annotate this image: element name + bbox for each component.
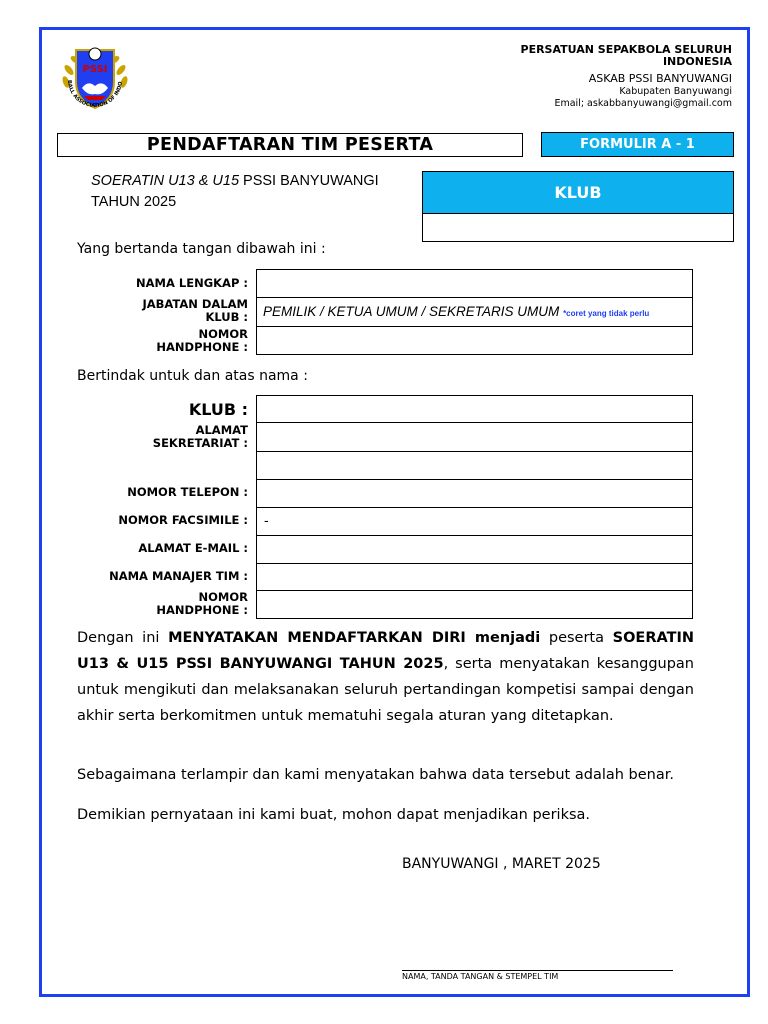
name-field[interactable] xyxy=(256,269,693,298)
form-code-badge: FORMULIR A - 1 xyxy=(541,132,734,157)
svg-text:PSSI: PSSI xyxy=(82,64,108,75)
address-field-line2[interactable] xyxy=(256,451,693,480)
intro-text: Yang bertanda tangan dibawah ini : xyxy=(77,241,326,257)
telephone-label: NOMOR TELEPON : xyxy=(127,485,248,499)
statement-text-1: Dengan ini xyxy=(77,630,169,646)
klub-name-field[interactable] xyxy=(422,212,734,242)
event-title-part1: SOERATIN U13 & U15 xyxy=(91,173,240,189)
signature-label: NAMA, TANDA TANGAN & STEMPEL TIM xyxy=(402,972,559,981)
signature-line xyxy=(402,970,673,971)
club-field[interactable] xyxy=(256,395,693,423)
pssi-logo-icon xyxy=(56,40,134,120)
fax-label: NOMOR FACSIMILE : xyxy=(118,513,248,527)
attached-paragraph: Sebagaimana terlampir dan kami menyatakan bahwa data tersebut adalah benar. xyxy=(77,767,674,783)
manager-phone-field[interactable] xyxy=(256,590,693,619)
address-field-line1[interactable] xyxy=(256,422,693,452)
place-date: BANYUWANGI , MARET 2025 xyxy=(402,856,601,872)
org-region: Kabupaten Banyuwangi xyxy=(619,86,732,97)
manager-label: NAMA MANAJER TIM : xyxy=(109,569,248,583)
email-label: ALAMAT E-MAIL : xyxy=(138,541,248,555)
event-title xyxy=(91,171,411,213)
position-label: JABATAN DALAM KLUB : xyxy=(142,297,248,324)
phone-label: NOMOR HANDPHONE : xyxy=(156,327,248,354)
fax-field[interactable] xyxy=(256,507,693,536)
statement-text-2: peserta xyxy=(540,630,613,646)
statement-emphasis-2: SOERATIN U13 & U15 PSSI BANYUWANGI TAHUN 2025 xyxy=(77,630,694,672)
fax-value: - xyxy=(264,514,269,529)
address-label: ALAMAT SEKRETARIAT : xyxy=(152,423,248,450)
phone-field[interactable] xyxy=(256,326,693,355)
svg-text:FOOTBALL ASSOCIATION OF INDONE: BALL ASSOCIATION OF INDO xyxy=(65,79,125,110)
event-title-part3: TAHUN 2025 xyxy=(91,194,177,210)
position-options: PEMILIK / KETUA UMUM / SEKRETARIS UMUM xyxy=(263,304,560,319)
closing-paragraph: Demikian pernyataan ini kami buat, mohon dapat menjadikan periksa. xyxy=(77,807,591,823)
club-label: KLUB : xyxy=(188,400,248,419)
email-field[interactable] xyxy=(256,535,693,564)
on-behalf-text: Bertindak untuk dan atas nama : xyxy=(77,368,308,384)
name-label: NAMA LENGKAP : xyxy=(136,276,248,290)
telephone-field[interactable] xyxy=(256,479,693,508)
org-name: PERSATUAN SEPAKBOLA SELURUH INDONESIA xyxy=(520,43,732,68)
manager-field[interactable] xyxy=(256,563,693,591)
statement-emphasis-1: MENYATAKAN MENDAFTARKAN DIRI menjadi xyxy=(168,630,541,646)
org-branch: ASKAB PSSI BANYUWANGI xyxy=(588,72,732,85)
position-field[interactable] xyxy=(256,297,693,327)
statement-paragraph xyxy=(77,625,694,729)
event-title-part2: PSSI BANYUWANGI xyxy=(239,173,379,189)
statement-text-3: , serta menyatakan kesanggupan untuk mengikuti dan melaksanakan seluruh pertandingan kompetisi sampai dengan akhir serta berkomitmen untuk mematuhi segala aturan yang ditetapkan. xyxy=(77,656,694,724)
position-note: *coret yang tidak perlu xyxy=(563,309,650,318)
org-email: Email; askabbanyuwangi@gmail.com xyxy=(554,98,732,109)
form-title: PENDAFTARAN TIM PESERTA xyxy=(57,133,523,157)
manager-phone-label: NOMOR HANDPHONE : xyxy=(156,590,248,617)
klub-header: KLUB xyxy=(422,171,734,214)
